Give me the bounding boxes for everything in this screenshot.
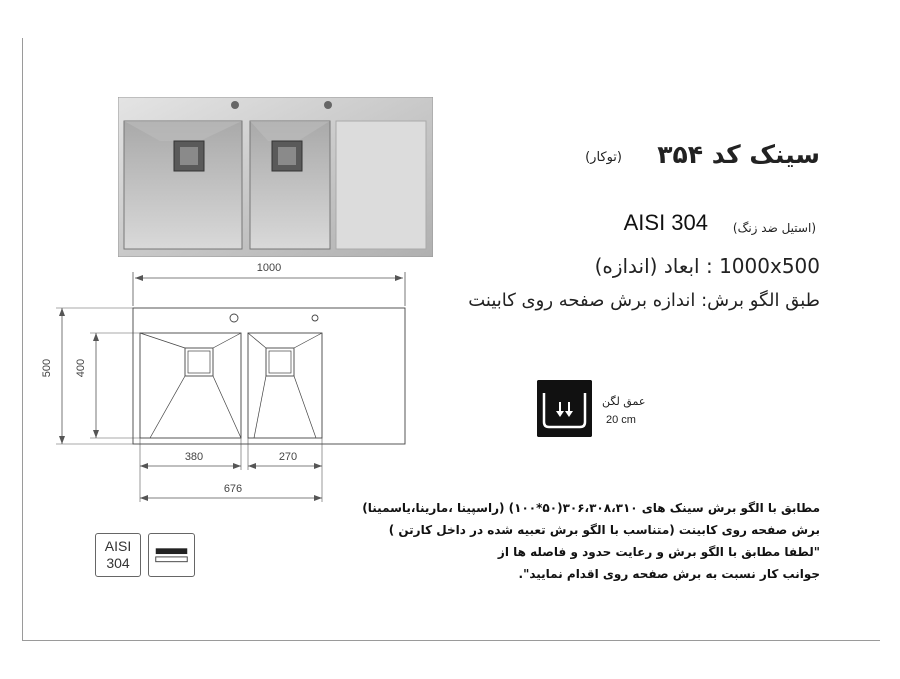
- product-title: سینک کد ۳۵۴: [657, 140, 820, 169]
- frame-left-line: [22, 38, 23, 640]
- note-line: "لطفا مطابق با الگو برش و رعایت حدود و فاصله ها از: [497, 545, 820, 559]
- material-note: (استیل ضد زنگ): [732, 221, 816, 235]
- aisi-badge-line2: 304: [106, 555, 130, 571]
- left-bowl-width-label: 380: [184, 451, 204, 463]
- product-subtitle: (توکار): [585, 150, 622, 165]
- aisi-badge-line1: AISI: [104, 538, 132, 554]
- aisi-304-badge: [95, 533, 141, 577]
- material-grade: AISI 304: [623, 210, 708, 235]
- basin-depth-icon: [537, 380, 592, 437]
- note-line: مطابق با الگو برش سینک های ۳۰۶،۳۰۸،۳۱۰(۵۰*۱۰۰) (راسپینا ،مارینا،یاسمینا): [362, 501, 820, 515]
- installation-notes: [300, 497, 820, 585]
- frame-bottom-line: [22, 640, 880, 641]
- inner-height-label: 400: [75, 358, 87, 378]
- cutout-technical-drawing: [30, 262, 420, 512]
- cutout-text: طبق الگو برش: اندازه برش صفحه روی کابینت: [468, 290, 820, 311]
- right-bowl: [248, 333, 322, 438]
- left-bowl: [140, 333, 241, 438]
- dimensions-text: 1000x500 : ابعاد (اندازه): [594, 254, 820, 278]
- note-line: برش صفحه روی کابینت (متناسب با الگو برش تعبیه شده در داخل کارتن ): [388, 523, 820, 537]
- depth-label: عمق لگن: [602, 395, 646, 408]
- note-line: جوانب کار نسبت به برش صفحه روی اقدام نمایید".: [518, 567, 820, 581]
- sink-product-image: [118, 97, 433, 257]
- overall-height-label: 500: [41, 358, 53, 378]
- steel-thickness-icon: [148, 533, 195, 577]
- overall-width-dimension: [133, 262, 405, 306]
- right-bowl-width-label: 270: [278, 451, 298, 463]
- bowls-total-width-label: 676: [223, 483, 243, 495]
- depth-value: 20 cm: [606, 414, 636, 426]
- inner-height-dimension: [75, 333, 140, 438]
- overall-width-label: 1000: [256, 262, 282, 274]
- overall-height-dimension: [41, 308, 133, 444]
- bowl-width-dimensions: [140, 438, 322, 502]
